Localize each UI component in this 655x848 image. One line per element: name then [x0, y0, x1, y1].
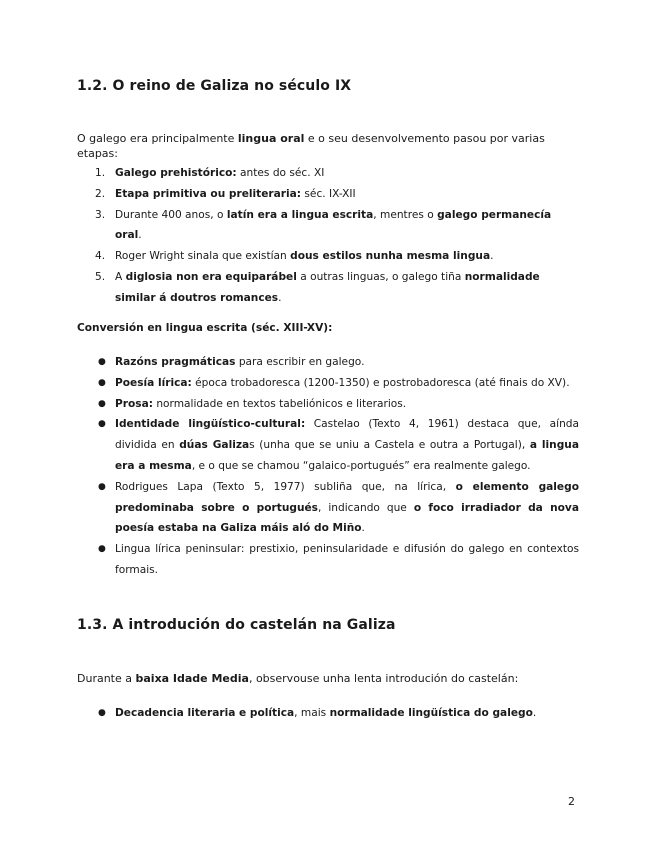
bullet-icon: ● — [98, 708, 106, 718]
conversion-list — [77, 352, 579, 581]
section-1-2-intro: O galego era principalmente lingua oral e o seu desenvolvemento pasou por varias etapas: — [77, 132, 545, 160]
bullet-icon: ● — [98, 544, 106, 555]
bullet-icon: ● — [98, 377, 106, 388]
list-number: 5. — [95, 270, 106, 283]
list-number: 4. — [95, 250, 106, 263]
list-item: 3. Durante 400 anos, o latín era a lingua escrita, mentres o galego permanecía oral. — [77, 205, 579, 247]
list-item: 1. Galego prehistórico: antes do séc. XI — [77, 163, 579, 184]
section-heading-1-3: 1.3. A introdución do castelán na Galiza — [77, 617, 396, 633]
list-item: ● Lingua lírica peninsular: prestixio, peninsularidade e difusión do galego en contextos formais. — [77, 539, 579, 581]
list-item: ● Identidade lingüístico-cultural: Castelao (Texto 4, 1961) destaca que, aínda dividida en dúas Galizas (unha que se uniu a Castela e outra a Portugal), a lingua era a mesma, e o que se chamou “galaico-portugués” era realmente galego. — [77, 414, 579, 476]
list-number: 1. — [95, 167, 106, 179]
bullet-icon: ● — [98, 398, 106, 409]
section-heading-1-2: 1.2. O reino de Galiza no século IX — [77, 78, 352, 94]
conversion-heading: Conversión en lingua escrita (séc. XIII-XV): — [77, 322, 333, 334]
list-number: 2. — [95, 187, 106, 200]
castelan-list — [77, 703, 579, 724]
bullet-icon: ● — [98, 419, 106, 430]
list-item: ● Prosa: normalidade en textos tabeliónicos e literarios. — [77, 394, 579, 415]
list-item: ● Rodrigues Lapa (Texto 5, 1977) subliña que, na lírica, o elemento galego predominaba sobre o portugués, indicando que o foco irradiador da nova poesía estaba na Galiza máis aló do Miño. — [77, 477, 579, 539]
list-item: 4. Roger Wright sinala que existían dous estilos nunha mesma lingua. — [77, 246, 579, 267]
page-number: 2 — [568, 795, 575, 808]
list-item: ● Decadencia literaria e política, mais normalidade lingüística do galego. — [77, 703, 579, 724]
etapas-list — [77, 163, 579, 309]
section-1-3-intro: Durante a baixa Idade Media, observouse unha lenta introdución do castelán: — [77, 672, 519, 685]
bullet-icon: ● — [98, 481, 106, 492]
list-number: 3. — [95, 208, 106, 221]
list-item: ● Razóns pragmáticas para escribir en galego. — [77, 352, 579, 373]
bullet-icon: ● — [98, 357, 106, 367]
list-item: 5. A diglosia non era equiparábel a outras linguas, o galego tiña normalidade similar á doutros romances. — [77, 267, 579, 309]
list-item: ● Poesía lírica: época trobadoresca (1200-1350) e postrobadoresca (até finais do XV). — [77, 373, 579, 394]
list-item: 2. Etapa primitiva ou preliteraria: séc. IX-XII — [77, 184, 579, 205]
